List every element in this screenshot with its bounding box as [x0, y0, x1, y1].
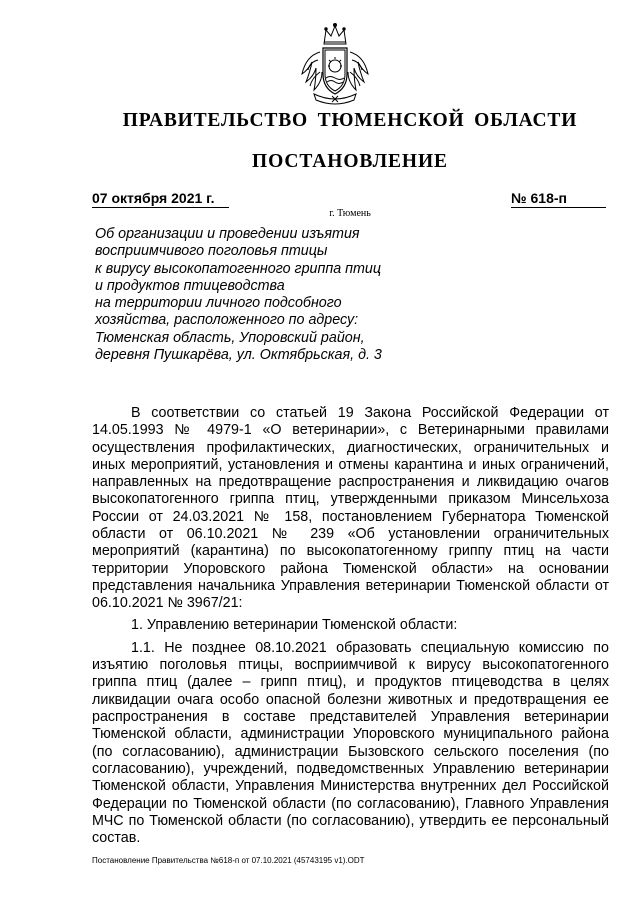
subject-line: хозяйства, расположенного по адресу: — [95, 312, 359, 329]
subject-line: Об организации и проведении изъятия — [95, 226, 360, 242]
coat-of-arms-icon — [296, 22, 374, 108]
document-city: г. Тюмень — [329, 208, 371, 219]
document-footer: Постановление Правительства №618-п от 07.10.2021 (45743195 v1).ODT — [92, 856, 365, 865]
subject-line: и продуктов птицеводства — [95, 277, 285, 294]
government-title: ПРАВИТЕЛЬСТВО ТЮМЕНСКОЙ ОБЛАСТИ — [122, 110, 578, 131]
document-number: № 618-п — [511, 190, 606, 208]
item-1-1-paragraph: 1.1. Не позднее 08.10.2021 образовать специальную комиссию по изъятию поголовья птицы, восприимчивой к вирусу высокопатогенного гриппа птиц (далее – грипп птиц), и продуктов птицеводства в целях ликвидации очага особо опасной болезни животных и предотвращения ее распространения в составе представителей Управления ветеринарии Тюменской области, администрации Упоровского муниципального района (по согласованию), администрации Бызовского сельского поселения (по согласованию), учреждений, подведомственных Управлению ветеринарии Тюменской области, Управления Министерства внутренних дел Российской Федерации по Тюменской области (по согласованию), Главного Управления МЧС по Тюменской области (по согласованию), утвердить ее персональный состав. — [92, 639, 609, 847]
document-body — [92, 405, 609, 847]
preamble-paragraph: В соответствии со статьей 19 Закона Российской Федерации от 14.05.1993 № 4979-1 «О ветеринарии», с Ветеринарными правилами осуществления профилактических, диагностических, ограничительных и иных мероприятий, установления и отмены карантина и иных ограничений, направленных на предотвращение распространения и ликвидацию очагов высокопатогенного гриппа птиц, утвержденными приказом Минсельхоза России от 24.03.2021 № 158, постановлением Губернатора Тюменской области от 06.10.2021 № 239 «Об установлении ограничительных мероприятий (карантина) по высокопатогенному гриппу птиц на части территории Упоровского района Тюменской области» на основании представления начальника Управления ветеринарии Тюменской области от 06.10.2021 № 3967/21: — [92, 405, 609, 612]
subject-line: на территории личного подсобного — [95, 295, 342, 312]
document-subject — [95, 226, 405, 364]
subject-line: к вирусу высокопатогенного гриппа птиц — [95, 260, 382, 277]
item-1-paragraph: 1. Управлению ветеринарии Тюменской области: — [131, 616, 458, 633]
subject-line: Тюменская область, Упоровский район, — [95, 329, 365, 346]
subject-line: восприимчивого поголовья птицы — [95, 243, 328, 260]
document-type: ПОСТАНОВЛЕНИЕ — [252, 151, 448, 172]
subject-line: деревня Пушкарёва, ул. Октябрьская, д. 3 — [95, 347, 382, 364]
document-date: 07 октября 2021 г. — [92, 190, 229, 208]
